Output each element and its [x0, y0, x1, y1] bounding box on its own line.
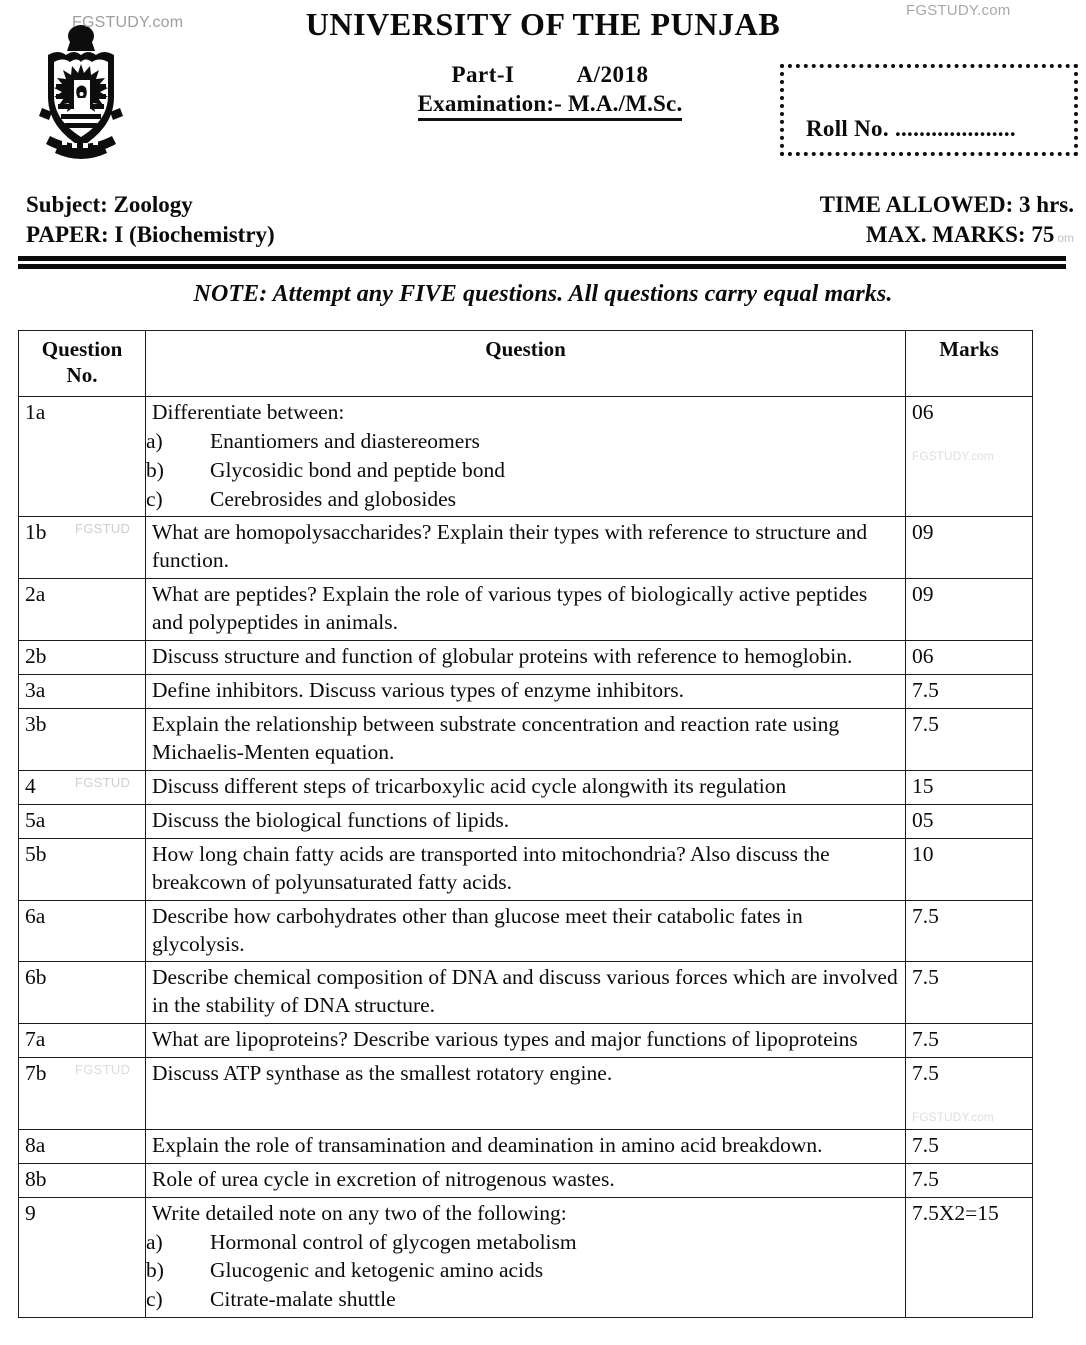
subpart-text: Glycosidic bond and peptide bond	[210, 457, 505, 482]
marks-value: 7.5	[912, 1166, 939, 1191]
column-header-marks: Marks	[906, 331, 1033, 397]
question-number: 8a	[25, 1132, 46, 1157]
question-number: 4	[25, 773, 36, 798]
subpart-text: Hormonal control of glycogen metabolism	[210, 1229, 577, 1254]
marks-value: 06	[912, 644, 934, 669]
question-number: 5a	[25, 807, 46, 832]
question-number: 7b	[25, 1061, 47, 1086]
marks-cell	[906, 675, 1033, 709]
question-text: Define inhibitors. Discuss various types of enzyme inhibitors.	[152, 678, 685, 703]
marks-cell	[906, 838, 1033, 900]
question-text: What are homopolysaccharides? Explain their types with reference to structure and function.	[152, 520, 868, 573]
question-text: Explain the relationship between substrate concentration and reaction rate using Michaelis-Menten equation.	[152, 711, 840, 764]
roll-number-box[interactable]	[780, 64, 1078, 156]
table-header	[19, 331, 1033, 397]
question-subpart	[146, 1285, 899, 1314]
marks-value: 06	[912, 400, 934, 424]
question-text-cell	[146, 517, 906, 579]
subpart-text: Enantiomers and diastereomers	[210, 428, 480, 453]
question-number-cell	[19, 579, 146, 641]
marks-cell	[906, 962, 1033, 1024]
marks-value: 7.5	[912, 965, 939, 990]
marks-value: 7.5	[912, 903, 939, 928]
subpart-label: b)	[146, 1258, 164, 1283]
watermark-top-right: FGSTUDY.com	[906, 2, 1011, 19]
marks-value: 7.5X2=15	[912, 1200, 999, 1225]
question-text: Discuss the biological functions of lipids.	[152, 807, 510, 832]
question-number-cell	[19, 517, 146, 579]
question-number-cell	[19, 770, 146, 804]
question-number-cell	[19, 900, 146, 962]
row-watermark: FGSTUD	[75, 521, 131, 537]
question-number: 7a	[25, 1027, 46, 1052]
subpart-text: Cerebrosides and globosides	[210, 486, 457, 511]
subpart-label: c)	[146, 1287, 163, 1312]
question-text-cell	[146, 1163, 906, 1197]
roll-number-label: Roll No. ....................	[806, 116, 1016, 141]
table-row	[19, 900, 1033, 962]
question-number-cell	[19, 675, 146, 709]
marks-cell	[906, 900, 1033, 962]
question-number: 9	[25, 1200, 36, 1225]
question-number-cell	[19, 1058, 146, 1130]
question-text: Write detailed note on any two of the following:	[152, 1200, 567, 1225]
question-number-cell	[19, 641, 146, 675]
marks-value: 09	[912, 582, 934, 607]
question-text-cell	[146, 579, 906, 641]
question-text: Explain the role of transamination and deamination in amino acid breakdown.	[152, 1132, 823, 1157]
question-text-cell	[146, 397, 906, 517]
marks-value: 09	[912, 520, 934, 545]
question-number-cell	[19, 838, 146, 900]
question-subpart	[146, 456, 899, 485]
question-text: Role of urea cycle in excretion of nitrogenous wastes.	[152, 1166, 615, 1191]
question-subparts	[146, 1228, 899, 1314]
table-row	[19, 1058, 1033, 1130]
question-number-cell	[19, 1129, 146, 1163]
question-subpart	[146, 427, 899, 456]
table-row	[19, 675, 1033, 709]
question-number-cell	[19, 804, 146, 838]
exam-part: Part-I	[451, 62, 515, 87]
question-number-cell	[19, 397, 146, 517]
question-number: 5b	[25, 841, 47, 866]
question-number: 3a	[25, 678, 46, 703]
table-row	[19, 397, 1033, 517]
max-marks: MAX. MARKS: 75	[865, 222, 1055, 248]
subpart-label: b)	[146, 457, 164, 482]
question-number-cell	[19, 1197, 146, 1317]
marks-watermark: FGSTUDY.com	[912, 1110, 994, 1125]
question-text-cell	[146, 770, 906, 804]
question-text: Discuss structure and function of globular proteins with reference to hemoglobin.	[152, 644, 853, 669]
exam-meta-block	[380, 62, 720, 121]
table-row	[19, 838, 1033, 900]
exam-level: Examination:- M.A./M.Sc.	[418, 91, 683, 121]
question-subparts	[146, 427, 899, 513]
question-number-cell	[19, 708, 146, 770]
marks-value: 15	[912, 773, 934, 798]
question-number: 3b	[25, 711, 47, 736]
subpart-text: Glucogenic and ketogenic amino acids	[210, 1258, 544, 1283]
subject-block	[26, 190, 275, 251]
header-divider	[18, 256, 1066, 269]
question-text: Discuss different steps of tricarboxylic acid cycle alongwith its regulation	[152, 773, 787, 798]
question-subpart	[146, 485, 899, 514]
marks-value: 05	[912, 807, 934, 832]
question-number: 2a	[25, 582, 46, 607]
question-text-cell	[146, 900, 906, 962]
marks-cell	[906, 1024, 1033, 1058]
question-text-cell	[146, 1058, 906, 1130]
table-row	[19, 962, 1033, 1024]
marks-cell	[906, 804, 1033, 838]
marks-watermark: FGSTUDY.com	[912, 448, 994, 463]
question-number-cell	[19, 1163, 146, 1197]
row-watermark: FGSTUD	[75, 774, 131, 790]
marks-value: 7.5	[912, 1061, 939, 1086]
column-header-question-no: Question No.	[19, 331, 146, 397]
question-text-cell	[146, 708, 906, 770]
table-row	[19, 804, 1033, 838]
marks-cell	[906, 708, 1033, 770]
paper-line: PAPER: I (Biochemistry)	[26, 222, 275, 248]
table-row	[19, 1129, 1033, 1163]
question-number: 2b	[25, 644, 47, 669]
question-number-cell	[19, 962, 146, 1024]
marks-cell	[906, 641, 1033, 675]
question-text-cell	[146, 1197, 906, 1317]
watermark-top-left: FGSTUDY.com	[72, 14, 184, 31]
watermark-max-marks: om	[1057, 231, 1074, 246]
time-marks-block	[820, 190, 1074, 251]
question-text: How long chain fatty acids are transported into mitochondria? Also discuss the breakcown of polyunsaturated fatty acids.	[152, 841, 830, 894]
table-row	[19, 770, 1033, 804]
marks-cell	[906, 517, 1033, 579]
question-number: 6b	[25, 965, 47, 990]
marks-cell	[906, 397, 1033, 517]
subject-line: Subject: Zoology	[26, 192, 193, 217]
question-subpart	[146, 1256, 899, 1285]
questions-table	[18, 330, 1033, 1318]
marks-cell	[906, 1058, 1033, 1130]
question-text-cell	[146, 675, 906, 709]
question-text-cell	[146, 804, 906, 838]
exam-session: A/2018	[576, 62, 649, 87]
subpart-label: a)	[146, 428, 163, 453]
marks-cell	[906, 1129, 1033, 1163]
row-watermark: FGSTUD	[75, 1062, 131, 1078]
question-number: 6a	[25, 903, 46, 928]
column-header-question: Question	[146, 331, 906, 397]
table-row	[19, 517, 1033, 579]
table-row	[19, 1163, 1033, 1197]
subpart-text: Citrate-malate shuttle	[210, 1287, 396, 1312]
question-number: 8b	[25, 1166, 47, 1191]
subpart-label: a)	[146, 1229, 163, 1254]
table-row	[19, 1024, 1033, 1058]
question-text: Differentiate between:	[152, 400, 345, 424]
question-text: What are lipoproteins? Describe various types and major functions of lipoproteins	[152, 1027, 858, 1052]
question-text-cell	[146, 641, 906, 675]
table-body	[19, 397, 1033, 1318]
question-text: Discuss ATP synthase as the smallest rotatory engine.	[152, 1061, 613, 1086]
table-row	[19, 1197, 1033, 1317]
page-title: UNIVERSITY OF THE PUNJAB	[305, 6, 781, 42]
time-allowed: TIME ALLOWED: 3 hrs.	[819, 192, 1074, 217]
table-row	[19, 641, 1033, 675]
marks-value: 7.5	[912, 1132, 939, 1157]
question-text: Describe chemical composition of DNA and discuss various forces which are involved in the stability of DNA structure.	[152, 965, 898, 1018]
question-subpart	[146, 1228, 899, 1257]
question-number: 1a	[25, 400, 46, 424]
marks-value: 7.5	[912, 678, 939, 703]
marks-cell	[906, 770, 1033, 804]
question-text: What are peptides? Explain the role of various types of biologically active peptides and polypeptides in animals.	[152, 582, 868, 635]
question-number-cell	[19, 1024, 146, 1058]
table-row	[19, 579, 1033, 641]
marks-value: 7.5	[912, 711, 939, 736]
marks-value: 7.5	[912, 1027, 939, 1052]
marks-cell	[906, 579, 1033, 641]
university-crest-icon	[36, 22, 126, 162]
table-row	[19, 708, 1033, 770]
marks-value: 10	[912, 841, 934, 866]
question-number: 1b	[25, 520, 47, 545]
question-text-cell	[146, 1129, 906, 1163]
marks-cell	[906, 1197, 1033, 1317]
question-text-cell	[146, 962, 906, 1024]
question-text: Describe how carbohydrates other than glucose meet their catabolic fates in glycolysis.	[152, 903, 803, 956]
subpart-label: c)	[146, 486, 163, 511]
question-text-cell	[146, 838, 906, 900]
instructions-note: NOTE: Attempt any FIVE questions. All questions carry equal marks.	[193, 281, 893, 307]
question-text-cell	[146, 1024, 906, 1058]
marks-cell	[906, 1163, 1033, 1197]
